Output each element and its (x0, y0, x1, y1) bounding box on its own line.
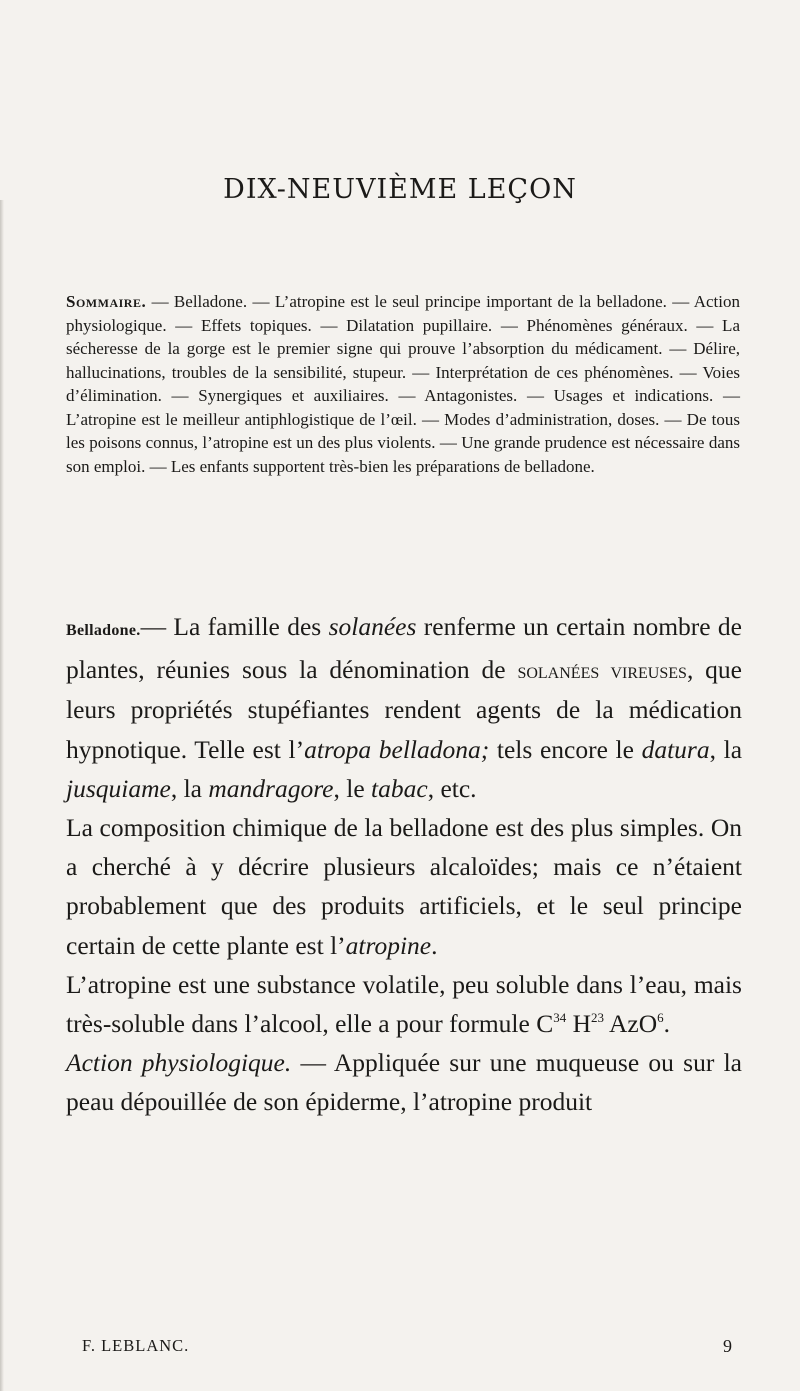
text-run: , le (333, 773, 372, 803)
text-run: tels encore le (489, 734, 642, 764)
page-edge-shadow (0, 200, 4, 1391)
italic-term: tabac (371, 773, 428, 803)
text-run: , etc. (427, 773, 477, 803)
paragraph-action-physiologique (66, 1043, 742, 1121)
formula-superscript: 34 (553, 1010, 567, 1026)
text-run: , la (709, 734, 743, 764)
footer-author: F. LEBLANC. (82, 1336, 190, 1355)
text-run: . (663, 1009, 670, 1039)
body-text (66, 607, 742, 1122)
italic-term: solanées (328, 612, 417, 641)
chapter-title: DIX-NEUVIÈME LEÇON (223, 174, 577, 205)
small-caps-term: solanées vireuses (517, 658, 687, 684)
paragraph-composition (66, 808, 742, 965)
italic-term: atropine (345, 930, 432, 960)
text-run: , la (170, 773, 209, 803)
italic-term: atropa belladona; (304, 734, 490, 764)
formula-part: C (536, 1009, 554, 1039)
summary-text: — Belladone. — L’atropine est le seul principe important de la belladone. — Action physiologique. — Effets topiques. — Dilatation pupillaire. — Phénomènes généraux. — La sécheresse de la gorge est le premier signe qui prouve l’absorption du médicament. — Délire, hallucinations, troubles de la sensibilité, stupeur. — Interprétation de ces phénomènes. — Voies d’élimination. — Synergiques et auxiliaires. — Antagonistes. — Usages et indications. — L’atropine est le meilleur antiphlogistique de l’œil. — Modes d’administration, doses. — De tous les poisons connus, l’atropine est un des plus violents. — Une grande prudence est nécessaire dans son emploi. — Les enfants supportent très-bien les préparations de belladone. (66, 292, 740, 476)
text-run: La composition chimique de la belladone est des plus simples. On a cherché à y décrire plusieurs alcaloïdes; mais ce n’étaient probablement que des produits artificiels, et le seul principe certain de cette plante est l’ (66, 813, 742, 960)
summary-lead: Sommaire. (66, 292, 147, 311)
italic-term: mandragore (208, 773, 334, 803)
formula-part: AzO (604, 1009, 658, 1039)
paragraph-belladone (66, 607, 742, 808)
formula-superscript: 23 (591, 1010, 604, 1026)
italic-term: jusquiame (66, 773, 171, 803)
chapter-summary (66, 290, 740, 478)
text-run: L’atropine est une substance volatile, peu soluble dans l’eau, mais très-soluble dans l’alcool, elle a pour formule (66, 969, 742, 1039)
italic-term: datura (641, 734, 710, 764)
footer-signature-mark: 9 (723, 1336, 733, 1356)
run-in-heading: Belladone. (66, 622, 141, 639)
text-run: , que leurs propriétés stupéfiantes rendent agents de la médication hypnotique. Telle est l’ (66, 655, 742, 764)
text-run: — Appliquée sur une muqueuse ou sur la peau dépouillée de son épiderme, l’atropine produit (66, 1048, 742, 1117)
formula-part: H (566, 1009, 591, 1039)
text-run: . (431, 930, 438, 960)
text-run: — La famille des (140, 612, 329, 641)
formula-superscript: 6 (657, 1010, 664, 1026)
paragraph-atropine-formula (66, 965, 742, 1043)
text-run: renferme un certain nombre de plantes, réunies sous la dénomination de (66, 612, 743, 685)
italic-heading: Action physiologique. (66, 1048, 292, 1078)
